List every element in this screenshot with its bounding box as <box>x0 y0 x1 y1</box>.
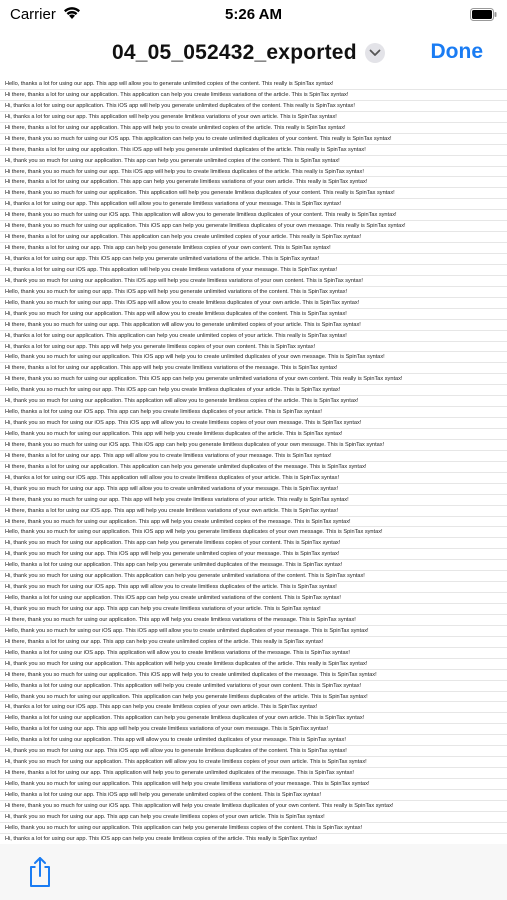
document-line: Hi there, thank you so much for using our iOS app. This iOS app can help you generate limitless duplicates of your own message. This is SpinTax syntax! <box>0 440 507 451</box>
document-line: Hi, thanks a lot for using our application. This application can help you create unlimited copies of your article. This really is SpinTax syntax! <box>0 331 507 342</box>
document-line: Hi there, thank you so much for using our application. This application will help you generate limitless duplicates of your content. This really is SpinTax syntax! <box>0 188 507 199</box>
share-button[interactable] <box>27 856 53 888</box>
document-lines <box>0 79 507 844</box>
document-line: Hello, thank you so much for using our application. This app will help you create limitless duplicates of the article. This is SpinTax syntax! <box>0 429 507 440</box>
document-line: Hi, thank you so much for using our iOS app. This iOS app will allow you to create limitless copies of your own message. This is SpinTax syntax! <box>0 418 507 429</box>
document-line: Hi, thank you so much for using our application. This application will allow you to generate limitless copies of the article. This is SpinTax syntax! <box>0 396 507 407</box>
document-line: Hi there, thanks a lot for using our app. This app can help you generate limitless copies of your own content. This is SpinTax syntax! <box>0 243 507 254</box>
document-line: Hello, thanks a lot for using our app. This app will help you create limitless variations of your own message. This is SpinTax syntax! <box>0 724 507 735</box>
document-line: Hi, thank you so much for using our application. This app can help you generate limitless copies of your content. This is SpinTax syntax! <box>0 538 507 549</box>
document-line: Hi there, thank you so much for using our application. This app will help you create limitless variations of the message. This is SpinTax syntax! <box>0 615 507 626</box>
document-line: Hi, thank you so much for using our app. This iOS app will allow you to generate limitless duplicates of the content. This is SpinTax syntax! <box>0 746 507 757</box>
battery-icon <box>470 8 497 26</box>
document-line: Hello, thanks a lot for using our application. This application can help you generate limitless duplicates of your own article. This is SpinTax syntax! <box>0 713 507 724</box>
document-line: Hi, thank you so much for using our app. This app can help you create limitless variations of your article. This is SpinTax syntax! <box>0 604 507 615</box>
status-bar <box>0 0 507 30</box>
document-line: Hi, thank you so much for using our application. This app will allow you to create limitless duplicates of the content. This is SpinTax syntax! <box>0 309 507 320</box>
document-line: Hi there, thank you so much for using our app. This app will help you create limitless variations of your article. This really is SpinTax syntax! <box>0 495 507 506</box>
document-line: Hi there, thanks a lot for using our application. This application can help you create limitless variations of the article. This is SpinTax syntax! <box>0 90 507 101</box>
carrier-label: Carrier <box>10 6 56 23</box>
document-line: Hello, thank you so much for using our app. This iOS app can help you create limitless duplicates of your article. This is SpinTax syntax! <box>0 385 507 396</box>
document-line: Hi there, thank you so much for using our application. This iOS app can help you generate unlimited variations of your own content. This really is SpinTax syntax! <box>0 374 507 385</box>
share-icon <box>27 876 53 891</box>
document-line: Hi there, thank you so much for using our app. This iOS app will help you to create limitless duplicates of the article. This really is SpinTax syntax! <box>0 167 507 178</box>
document-line: Hi there, thanks a lot for using our application. This iOS app will help you generate unlimited duplicates of the article. This really is SpinTax syntax! <box>0 145 507 156</box>
document-line: Hello, thank you so much for using our iOS app. This iOS app will allow you to create unlimited duplicates of your message. This is SpinTax syntax! <box>0 626 507 637</box>
document-line: Hi, thanks a lot for using our iOS app. This application will allow you to create limitless duplicates of your article. This is SpinTax syntax! <box>0 473 507 484</box>
document-line: Hello, thank you so much for using our application. This application can help you generate limitless copies of the content. This is SpinTax syntax! <box>0 823 507 834</box>
document-line: Hi, thanks a lot for using our app. This application will allow you to generate limitless variations of your message. This is SpinTax syntax! <box>0 199 507 210</box>
document-line: Hello, thank you so much for using our application. This application will help you create limitless variations of your message. This is SpinTax syntax! <box>0 779 507 790</box>
document-title[interactable]: 04_05_052432_exported <box>112 41 357 64</box>
document-line: Hi, thank you so much for using our application. This application can help you generate unlimited variations of the content. This is SpinTax syntax! <box>0 571 507 582</box>
title-menu[interactable] <box>112 40 385 66</box>
document-line: Hello, thanks a lot for using our iOS app. This application will allow you to create limitless variations of the message. This is SpinTax syntax! <box>0 648 507 659</box>
clock-time: 5:26 AM <box>225 6 282 23</box>
document-line: Hello, thank you so much for using our application. This iOS app will help you to create unlimited duplicates of your own message. This is SpinTax syntax! <box>0 352 507 363</box>
document-line: Hi, thanks a lot for using our app. This iOS app can help you generate unlimited variations of the article. This is SpinTax syntax! <box>0 254 507 265</box>
document-line: Hi there, thanks a lot for using our application. This app can help you generate limitless variations of your own article. This really is SpinTax syntax! <box>0 177 507 188</box>
bottom-toolbar <box>0 844 507 900</box>
document-line: Hi there, thank you so much for using our iOS app. This application will allow you to generate limitless duplicates of your content. This really is SpinTax syntax! <box>0 210 507 221</box>
document-line: Hi there, thank you so much for using our application. This iOS app can help you generate limitless duplicates of your own message. This really is SpinTax syntax! <box>0 221 507 232</box>
document-line: Hello, thanks a lot for using our application. This application will help you create unlimited variations of your own content. This is SpinTax syntax! <box>0 681 507 692</box>
navigation-bar <box>0 30 507 76</box>
document-line: Hello, thanks a lot for using our application. This app can help you generate unlimited duplicates of the message. This is SpinTax syntax! <box>0 560 507 571</box>
document-line: Hello, thanks a lot for using our app. This iOS app will help you generate unlimited copies of the content. This is SpinTax syntax! <box>0 790 507 801</box>
document-line: Hi there, thank you so much for using our application. This app will help you create unlimited copies of the message. This is SpinTax syntax! <box>0 517 507 528</box>
document-line: Hi there, thanks a lot for using our application. This app will help you create limitless variations of the message. This is SpinTax syntax! <box>0 363 507 374</box>
document-line: Hello, thank you so much for using our app. This iOS app will help you generate unlimited variations of the content. This is SpinTax syntax! <box>0 287 507 298</box>
document-line: Hi, thanks a lot for using our iOS app. This application will help you create limitless variations of your message. This is SpinTax syntax! <box>0 265 507 276</box>
document-line: Hi, thank you so much for using our app. This iOS app will help you generate unlimited copies of your message. This is SpinTax syntax! <box>0 549 507 560</box>
document-line: Hello, thank you so much for using our application. This application can help you generate limitless duplicates of the article. This is SpinTax syntax! <box>0 692 507 703</box>
document-line: Hi, thank you so much for using our app. This app can help you create limitless copies of your own article. This is SpinTax syntax! <box>0 812 507 823</box>
document-line: Hi, thanks a lot for using our app. This application will help you generate limitless variations of your own article. This is SpinTax syntax! <box>0 112 507 123</box>
document-line: Hi there, thanks a lot for using our app. This app can help you create unlimited copies of the article. This really is SpinTax syntax! <box>0 637 507 648</box>
document-line: Hello, thank you so much for using our app. This iOS app will allow you to create limitless duplicates of your own article. This is SpinTax syntax! <box>0 298 507 309</box>
document-line: Hello, thanks a lot for using our app. This app will allow you to generate unlimited copies of the content. This really is SpinTax syntax! <box>0 79 507 90</box>
done-button[interactable]: Done <box>430 40 483 63</box>
document-line: Hello, thanks a lot for using our iOS app. This app can help you create limitless duplicates of your article. This is SpinTax syntax! <box>0 407 507 418</box>
document-line: Hi there, thanks a lot for using our app. This application will help you to generate unlimited duplicates of the message. This is SpinTax syntax! <box>0 768 507 779</box>
document-line: Hi there, thank you so much for using our iOS app. This application can help you to create unlimited duplicates of your content. This really is SpinTax syntax! <box>0 134 507 145</box>
document-line: Hi there, thanks a lot for using our application. This application can help you generate unlimited duplicates of the message. This is SpinTax syntax! <box>0 462 507 473</box>
chevron-down-icon[interactable] <box>365 43 385 63</box>
document-line: Hi there, thanks a lot for using our application. This application can help you create unlimited copies of your article. This really is SpinTax syntax! <box>0 232 507 243</box>
document-line: Hi, thank you so much for using our app. This app will allow you to create unlimited variations of your message. This is SpinTax syntax! <box>0 484 507 495</box>
document-line: Hello, thanks a lot for using our application. This app will allow you to create unlimited duplicates of your message. This is SpinTax syntax! <box>0 735 507 746</box>
document-line: Hi there, thank you so much for using our app. This application will allow you to generate unlimited copies of your article. This is SpinTax syntax! <box>0 320 507 331</box>
document-line: Hi, thank you so much for using our iOS app. This app will allow you to create limitless duplicates of the article. This is SpinTax syntax! <box>0 582 507 593</box>
document-line: Hi, thank you so much for using our application. This iOS app will help you create limitless variations of your own content. This is SpinTax syntax! <box>0 276 507 287</box>
document-line: Hi there, thank you so much for using our iOS app. This application will help you create limitless duplicates of your own content. This really is SpinTax syntax! <box>0 801 507 812</box>
document-line: Hi, thanks a lot for using our app. This app will help you generate limitless copies of your own content. This is SpinTax syntax! <box>0 342 507 353</box>
document-view[interactable] <box>0 79 507 844</box>
document-line: Hi, thanks a lot for using our application. This iOS app will help you generate unlimited duplicates of the content. This really is SpinTax syntax! <box>0 101 507 112</box>
document-line: Hi there, thanks a lot for using our application. This app will help you to create unlimited copies of the article. This really is SpinTax syntax! <box>0 123 507 134</box>
document-line: Hello, thank you so much for using our application. This iOS app will help you generate limitless duplicates of your own message. This is SpinTax syntax! <box>0 527 507 538</box>
document-line: Hi there, thanks a lot for using our iOS app. This app will help you create limitless variations of your own article. This is SpinTax syntax! <box>0 506 507 517</box>
document-line: Hi, thanks a lot for using our app. This iOS app can help you create limitless copies of the article. This really is SpinTax syntax! <box>0 834 507 844</box>
document-line: Hi, thank you so much for using our application. This application will help you create limitless duplicates of the article. This really is SpinTax syntax! <box>0 659 507 670</box>
document-line: Hi there, thank you so much for using our application. This iOS app will help you to create unlimited duplicates of the message. This is SpinTax syntax! <box>0 670 507 681</box>
document-line: Hello, thanks a lot for using our application. This iOS app can help you create unlimited variations of the content. This is SpinTax syntax! <box>0 593 507 604</box>
document-line: Hi, thanks a lot for using our iOS app. This app can help you create limitless copies of your own article. This is SpinTax syntax! <box>0 702 507 713</box>
document-line: Hi, thank you so much for using our application. This app can help you generate unlimited copies of the content. This is SpinTax syntax! <box>0 156 507 167</box>
document-line: Hi there, thanks a lot for using our app. This app will allow you to create limitless variations of your message. This is SpinTax syntax! <box>0 451 507 462</box>
document-line: Hi, thank you so much for using our application. This application will allow you to create limitless copies of your own article. This is SpinTax syntax! <box>0 757 507 768</box>
